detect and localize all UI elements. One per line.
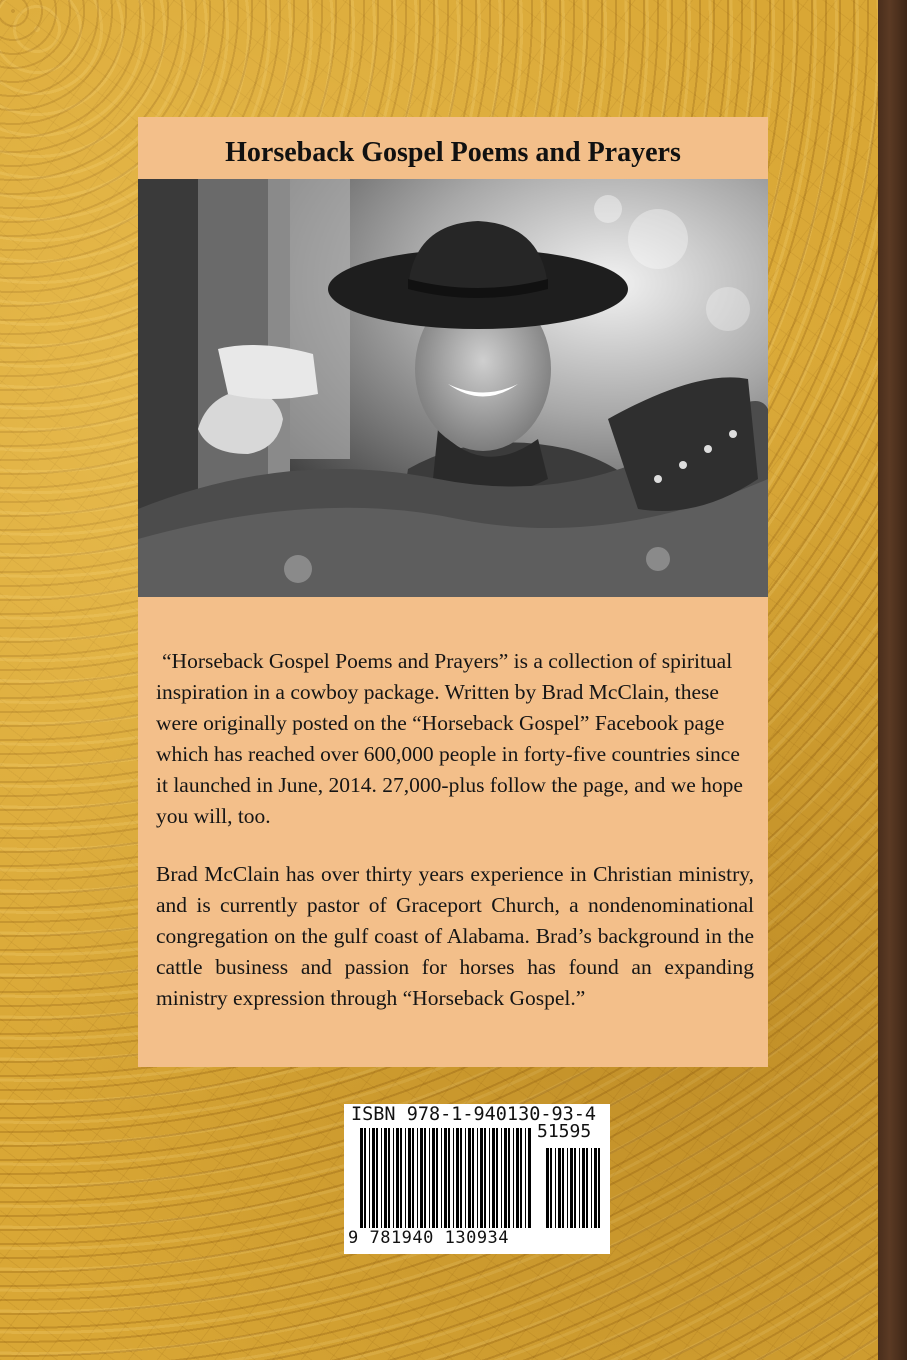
back-cover-panel <box>138 117 768 1067</box>
author-photo <box>138 179 768 597</box>
description-paragraph: “Horseback Gospel Poems and Prayers” is a collection of spiritual inspiration in a cowboy package. Written by Brad McClain, these were originally posted on the “Horseback Gospel” Facebook page which has reached over 600,000 people in forty-five countries since it launched in June, 2014. 27,000-plus follow the page, and we hope you will, too. <box>156 649 743 828</box>
barcode-bars <box>350 1128 604 1230</box>
isbn-barcode <box>344 1104 610 1254</box>
isbn-label: ISBN 978-1-940130-93-4 <box>351 1104 597 1125</box>
price-code: 51595 <box>537 1121 592 1142</box>
ean-digits: 9 781940 130934 <box>348 1228 510 1248</box>
description-text <box>156 646 754 1041</box>
author-bio-paragraph: Brad McClain has over thirty years experience in Christian ministry, and is currently pastor of Graceport Church, a nondenominational congregation on the gulf coast of Alabama. Brad’s background in the cattle business and passion for horses has found an expanding ministry expression through “Horseback Gospel.” <box>156 862 754 1010</box>
book-title: Horseback Gospel Poems and Prayers <box>225 137 681 168</box>
spine-edge <box>878 0 907 1360</box>
